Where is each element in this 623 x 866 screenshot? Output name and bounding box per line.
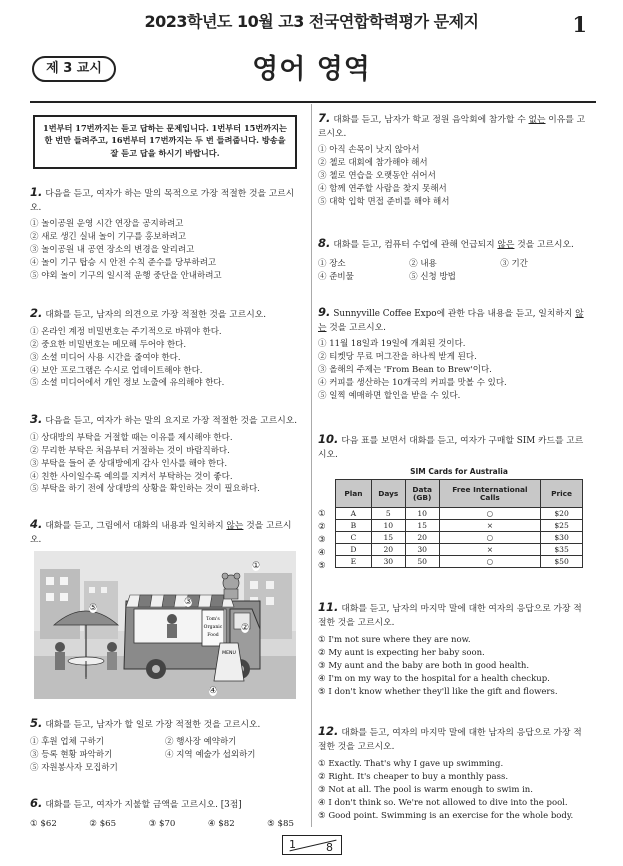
option[interactable]: ④ $82 <box>207 818 235 829</box>
option[interactable]: ② My aunt is expecting her baby soon. <box>318 648 485 659</box>
table-cell: $35 <box>541 544 583 556</box>
current-page: 1 <box>289 838 296 851</box>
question-10 <box>318 431 590 462</box>
table-row <box>336 508 583 520</box>
option[interactable]: ③ 기간 <box>500 258 528 269</box>
figure-label-2: ② <box>241 623 250 633</box>
table-row <box>336 544 583 556</box>
question-text: 다음을 듣고, 여자가 하는 말의 요지로 가장 적절한 것을 고르시오. <box>45 416 298 426</box>
question-text: Sunnyville Coffee Expo에 관한 다음 내용을 듣고, 일치하지 <box>333 309 576 319</box>
column-divider <box>311 104 312 827</box>
table-cell: $25 <box>541 520 583 532</box>
option[interactable]: ④ I'm on my way to the hospital for a health checkup. <box>318 674 550 685</box>
option[interactable]: ④ 보안 프로그램은 수시로 업데이트해야 한다. <box>30 365 203 376</box>
table-header: Days <box>371 480 405 508</box>
option[interactable]: ① Exactly. That's why I gave up swimming. <box>318 759 504 770</box>
option[interactable]: ⑤ 일찍 예매하면 할인을 받을 수 있다. <box>318 391 461 402</box>
session-label: 제 3 교시 <box>32 56 116 82</box>
truck-sign-text: Food <box>207 633 219 638</box>
table-cell: B <box>336 520 372 532</box>
question-number: 1. <box>30 185 43 199</box>
table-cell: ○ <box>439 532 541 544</box>
table-header: Price <box>541 480 583 508</box>
truck-sign-text: Tom's <box>206 617 220 622</box>
option[interactable]: ③ 올해의 주제는 'From Bean to Brew'이다. <box>318 365 492 376</box>
option[interactable]: ④ 놀이 기구 탑승 시 안전 수칙 준수를 당부하려고 <box>30 258 217 269</box>
table-cell: $30 <box>541 532 583 544</box>
listening-notice: 1번부터 17번까지는 듣고 답하는 문제입니다. 1번부터 15번까지는 한 번만 들려주고, 16번부터 17번까지는 두 번 들려줍니다. 방송을 잘 듣고 답을 하시기 바랍니다. <box>33 115 297 169</box>
page-number: 1 <box>572 12 587 37</box>
menu-board-text: MENU <box>222 651 236 656</box>
question-underline: 않는 <box>318 309 584 333</box>
option[interactable]: ① 11월 18일과 19일에 개최된 것이다. <box>318 339 466 350</box>
option[interactable]: ② 티켓당 무료 머그잔을 하나씩 받게 된다. <box>318 352 477 363</box>
option[interactable]: ④ 커피를 생산하는 10개국의 커피를 맛볼 수 있다. <box>318 378 507 389</box>
question-number: 3. <box>30 412 43 426</box>
table-cell: 30 <box>371 556 405 568</box>
figure-label-3: ③ <box>184 597 193 607</box>
figure-label-4: ④ <box>209 686 218 696</box>
table-cell: 30 <box>405 544 439 556</box>
option[interactable]: ② 새로 생긴 실내 놀이 기구를 홍보하려고 <box>30 232 187 243</box>
question-underline: 않는 <box>226 521 244 531</box>
table-cell: 15 <box>405 520 439 532</box>
option[interactable]: ③ 소셜 미디어 사용 시간을 줄여야 한다. <box>30 352 181 363</box>
table-cell: × <box>439 520 541 532</box>
option[interactable]: ② 내용 <box>409 258 437 269</box>
total-pages: 8 <box>326 841 333 854</box>
option[interactable]: ⑤ 부탁을 하기 전에 상대방의 상황을 확인하는 것이 필요하다. <box>30 484 260 495</box>
question-number: 7. <box>318 111 331 125</box>
option[interactable]: ⑤ 신청 방법 <box>409 271 456 282</box>
option[interactable]: ① I'm not sure where they are now. <box>318 635 471 646</box>
table-header: Free International Calls <box>439 480 541 508</box>
option[interactable]: ③ 등록 현황 파악하기 <box>30 749 113 760</box>
question-12 <box>318 723 590 823</box>
option[interactable]: ① 아직 손목이 낫지 않아서 <box>318 145 420 156</box>
question-underline: 없는 <box>528 115 546 125</box>
question-text: 대화를 듣고, 남자가 할 일로 가장 적절한 것을 고르시오. <box>45 720 261 730</box>
table-row <box>336 520 583 532</box>
option[interactable]: ③ My aunt and the baby are both in good health. <box>318 661 530 672</box>
exam-title: 2023학년도 10월 고3 전국연합학력평가 문제지 <box>144 12 479 31</box>
option[interactable]: ⑤ 야외 놀이 기구의 일시적 운행 중단을 안내하려고 <box>30 271 222 282</box>
option[interactable]: ① 장소 <box>318 258 346 269</box>
question-text: 대화를 듣고, 남자의 의견으로 가장 적절한 것을 고르시오. <box>45 310 266 320</box>
table-cell: × <box>439 544 541 556</box>
question-7 <box>318 110 590 209</box>
table-cell: 20 <box>371 544 405 556</box>
question-number: 6. <box>30 796 43 810</box>
question-2 <box>30 305 300 390</box>
option[interactable]: ② $65 <box>89 818 117 829</box>
question-1 <box>30 184 300 283</box>
question-6 <box>30 795 300 830</box>
question-text: 대화를 듣고, 컴퓨터 수업에 관해 언급되지 <box>333 240 498 250</box>
option[interactable]: ⑤ I don't know whether they'll like the gift and flowers. <box>318 687 558 698</box>
table-row-option[interactable]: ④ <box>318 548 326 558</box>
question-number: 9. <box>318 305 331 319</box>
table-row-option[interactable]: ③ <box>318 535 326 545</box>
option[interactable]: ① 온라인 계정 비밀번호는 주기적으로 바꿔야 한다. <box>30 326 222 337</box>
table-header: Plan <box>336 480 372 508</box>
option[interactable]: ② 중요한 비밀번호는 메모해 두어야 한다. <box>30 339 187 350</box>
option[interactable]: ③ 놀이공원 내 공연 장소의 변경을 알리려고 <box>30 245 195 256</box>
table-cell: A <box>336 508 372 520</box>
question-text: 대화를 듣고, 여자가 지불할 금액을 고르시오. [3점] <box>45 800 242 810</box>
table-cell: 10 <box>371 520 405 532</box>
sim-card-table <box>335 479 583 568</box>
option[interactable]: ① $62 <box>30 818 57 829</box>
question-number: 11. <box>318 600 339 614</box>
option[interactable]: ③ 첼로 연습을 오랫동안 쉬어서 <box>318 171 436 182</box>
question-4 <box>30 516 300 547</box>
option[interactable]: ③ Not at all. The pool is warm enough to swim in. <box>318 785 533 796</box>
question-number: 4. <box>30 517 43 531</box>
figure-label-5: ⑤ <box>89 603 98 613</box>
table-cell: 50 <box>405 556 439 568</box>
question-underline: 않은 <box>497 240 515 250</box>
header-divider <box>30 101 596 103</box>
subject-title: 영어 영역 <box>252 54 371 85</box>
question-text: 대화를 듣고, 남자가 학교 정원 음악회에 참가할 수 <box>333 115 529 125</box>
option[interactable]: ② 행사장 예약하기 <box>165 736 237 747</box>
question-text: 대화를 듣고, 그림에서 대화의 내용과 일치하지 <box>45 521 227 531</box>
table-cell: ○ <box>439 556 541 568</box>
table-cell: 15 <box>371 532 405 544</box>
question-3 <box>30 411 300 496</box>
figure-label-1: ① <box>252 561 261 571</box>
table-row <box>336 556 583 568</box>
question-text: 것을 고르시오. <box>514 240 574 250</box>
option[interactable]: ③ 부탁을 들어 준 상대방에게 감사 인사를 해야 한다. <box>30 458 228 469</box>
question-text: 대화를 듣고, 여자의 마지막 말에 대한 남자의 응답으로 가장 적절한 것을 고르시오. <box>318 728 582 752</box>
table-cell: 10 <box>405 508 439 520</box>
option[interactable]: ② 무리한 부탁은 처음부터 거절하는 것이 바람직하다. <box>30 445 230 456</box>
question-number: 5. <box>30 716 43 730</box>
question-text: 다음을 듣고, 여자가 하는 말의 목적으로 가장 적절한 것을 고르시오. <box>30 189 295 213</box>
option[interactable]: ④ 준비물 <box>318 271 354 282</box>
option[interactable]: ⑤ $85 <box>267 818 294 829</box>
option[interactable]: ① 상대방의 부탁을 거절할 때는 이유를 제시해야 한다. <box>30 432 233 443</box>
option[interactable]: ① 놀이공원 운영 시간 연장을 공지하려고 <box>30 219 184 230</box>
option[interactable]: ④ I don't think so. We're not allowed to dive into the pool. <box>318 798 568 809</box>
question-text: 것을 고르시오. <box>30 521 292 545</box>
question-number: 2. <box>30 306 43 320</box>
question-text: 것을 고르시오. <box>326 322 386 333</box>
option[interactable]: ③ $70 <box>148 818 176 829</box>
option[interactable]: ② 첼로 대회에 참가해야 해서 <box>318 158 428 169</box>
table-row-option[interactable]: ① <box>318 509 326 519</box>
page-indicator <box>282 835 342 855</box>
table-cell: D <box>336 544 372 556</box>
question-number: 8. <box>318 236 331 250</box>
table-cell: ○ <box>439 508 541 520</box>
option[interactable]: ④ 지역 예술가 섭외하기 <box>165 749 256 760</box>
table-row-option[interactable]: ⑤ <box>318 561 326 571</box>
table-cell: E <box>336 556 372 568</box>
table-row <box>336 532 583 544</box>
option[interactable]: ④ 함께 연주할 사람을 찾지 못해서 <box>318 184 447 195</box>
table-cell: 5 <box>371 508 405 520</box>
food-truck-illustration <box>34 551 296 699</box>
question-11 <box>318 599 590 699</box>
table-cell: $20 <box>541 508 583 520</box>
truck-sign-text: Organic <box>203 625 223 630</box>
question-text: 대화를 듣고, 남자의 마지막 말에 대한 여자의 응답으로 가장 적절한 것을 고르시오. <box>318 604 582 628</box>
option[interactable]: ① 후원 업체 구하기 <box>30 736 105 747</box>
question-8 <box>318 235 590 284</box>
table-cell: 20 <box>405 532 439 544</box>
option[interactable]: ⑤ 소셜 미디어에서 개인 정보 노출에 유의해야 한다. <box>30 378 225 389</box>
option[interactable]: ⑤ Good point. Swimming is an exercise for the whole body. <box>318 811 574 822</box>
table-header: Data (GB) <box>405 480 439 508</box>
table-cell: $50 <box>541 556 583 568</box>
table-row-option[interactable]: ② <box>318 522 326 532</box>
option[interactable]: ⑤ 대학 입학 면접 준비를 해야 해서 <box>318 197 450 208</box>
table-title: SIM Cards for Australia <box>410 467 508 476</box>
table-cell: C <box>336 532 372 544</box>
question-5 <box>30 715 300 775</box>
question-text: 이유를 고르시오. <box>318 115 586 139</box>
option[interactable]: ⑤ 자원봉사자 모집하기 <box>30 762 118 773</box>
question-number: 10. <box>318 432 339 446</box>
question-number: 12. <box>318 724 339 738</box>
option[interactable]: ④ 친한 사이일수록 예의를 지켜서 부탁하는 것이 좋다. <box>30 471 233 482</box>
question-text: 다음 표를 보면서 대화를 듣고, 여자가 구매할 SIM 카드를 고르시오. <box>318 436 584 460</box>
option[interactable]: ② Right. It's cheaper to buy a monthly pass. <box>318 772 509 783</box>
question-9 <box>318 304 590 403</box>
